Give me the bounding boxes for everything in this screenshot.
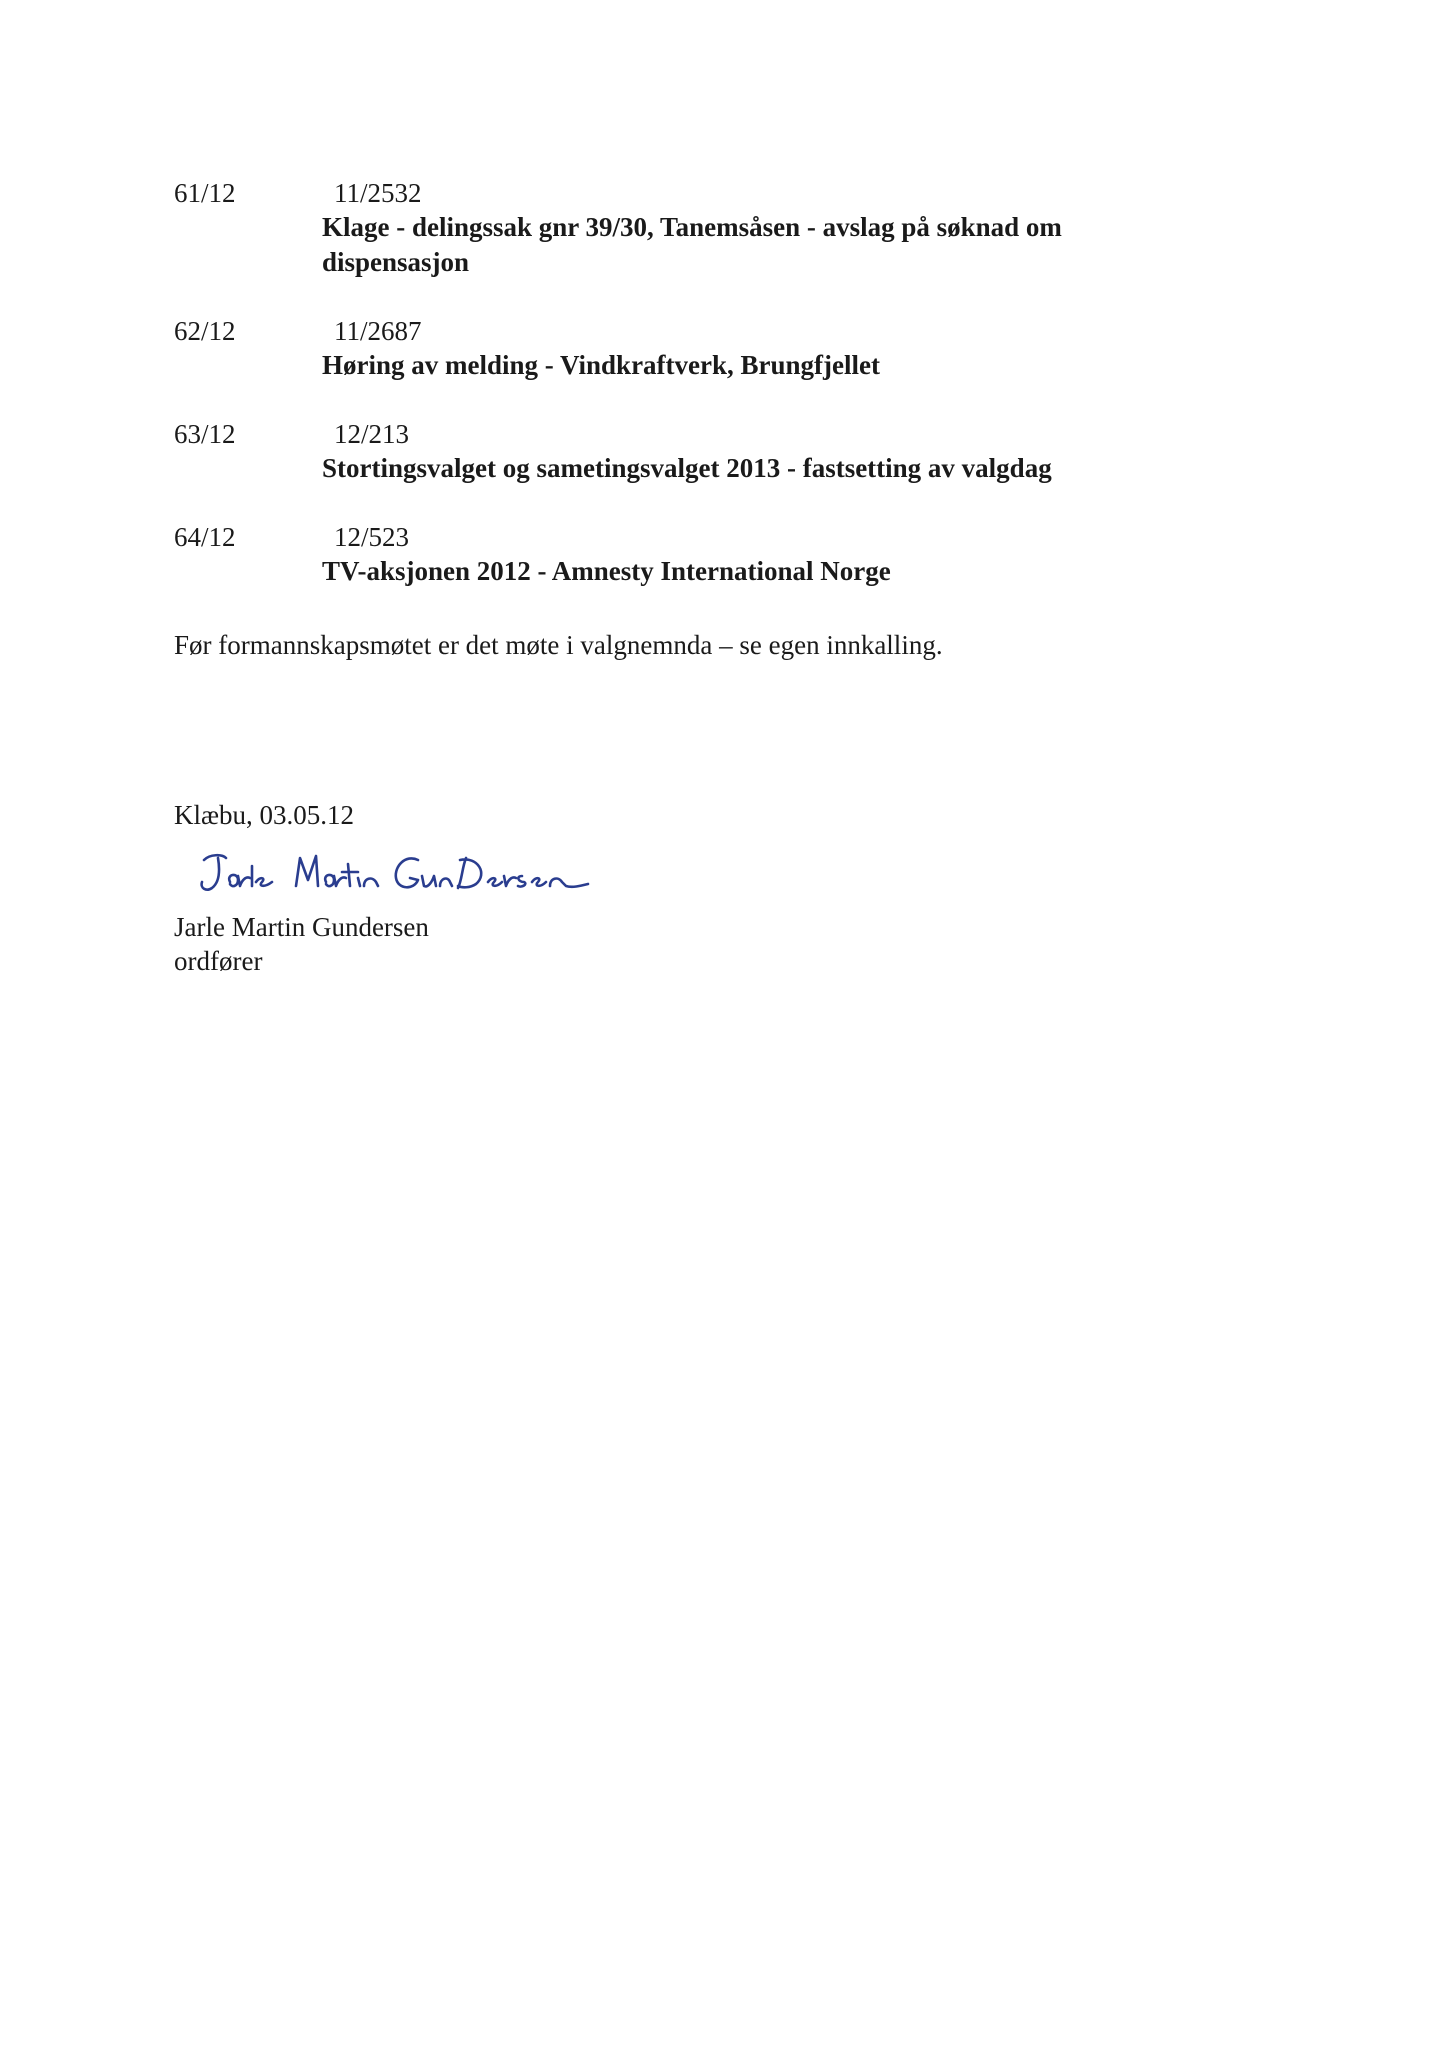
agenda-item-header bbox=[174, 520, 1274, 554]
agenda-list bbox=[174, 176, 1274, 623]
agenda-item-title: Stortingsvalget og sametingsvalget 2013 - fastsetting av valgdag bbox=[322, 453, 1052, 483]
agenda-item bbox=[174, 314, 1274, 383]
signer-name: Jarle Martin Gundersen bbox=[174, 912, 429, 942]
agenda-item-title: TV-aksjonen 2012 - Amnesty International Norge bbox=[322, 556, 891, 586]
agenda-item-case-number: 12/213 bbox=[334, 419, 410, 449]
place-and-date: Klæbu, 03.05.12 bbox=[174, 800, 355, 830]
agenda-item-header bbox=[174, 417, 1274, 451]
agenda-item bbox=[174, 520, 1274, 589]
agenda-item bbox=[174, 417, 1274, 486]
meeting-note: Før formannskapsmøtet er det møte i valgnemnda – se egen innkalling. bbox=[174, 630, 943, 660]
agenda-item-number: 63/12 bbox=[174, 419, 236, 449]
agenda-item-number: 64/12 bbox=[174, 522, 236, 552]
agenda-item-number: 62/12 bbox=[174, 316, 236, 346]
agenda-item-header bbox=[174, 314, 1274, 348]
agenda-item bbox=[174, 176, 1274, 280]
handwritten-signature bbox=[196, 846, 596, 906]
agenda-item-header bbox=[174, 176, 1274, 210]
agenda-item-title: Høring av melding - Vindkraftverk, Brungfjellet bbox=[322, 350, 880, 380]
agenda-item-case-number: 11/2532 bbox=[334, 178, 422, 208]
signer-role: ordfører bbox=[174, 946, 263, 976]
agenda-item-number: 61/12 bbox=[174, 178, 236, 208]
agenda-item-case-number: 12/523 bbox=[334, 522, 410, 552]
agenda-item-case-number: 11/2687 bbox=[334, 316, 422, 346]
agenda-item-title: Klage - delingssak gnr 39/30, Tanemsåsen - avslag på søknad om dispensasjon bbox=[322, 212, 1062, 277]
